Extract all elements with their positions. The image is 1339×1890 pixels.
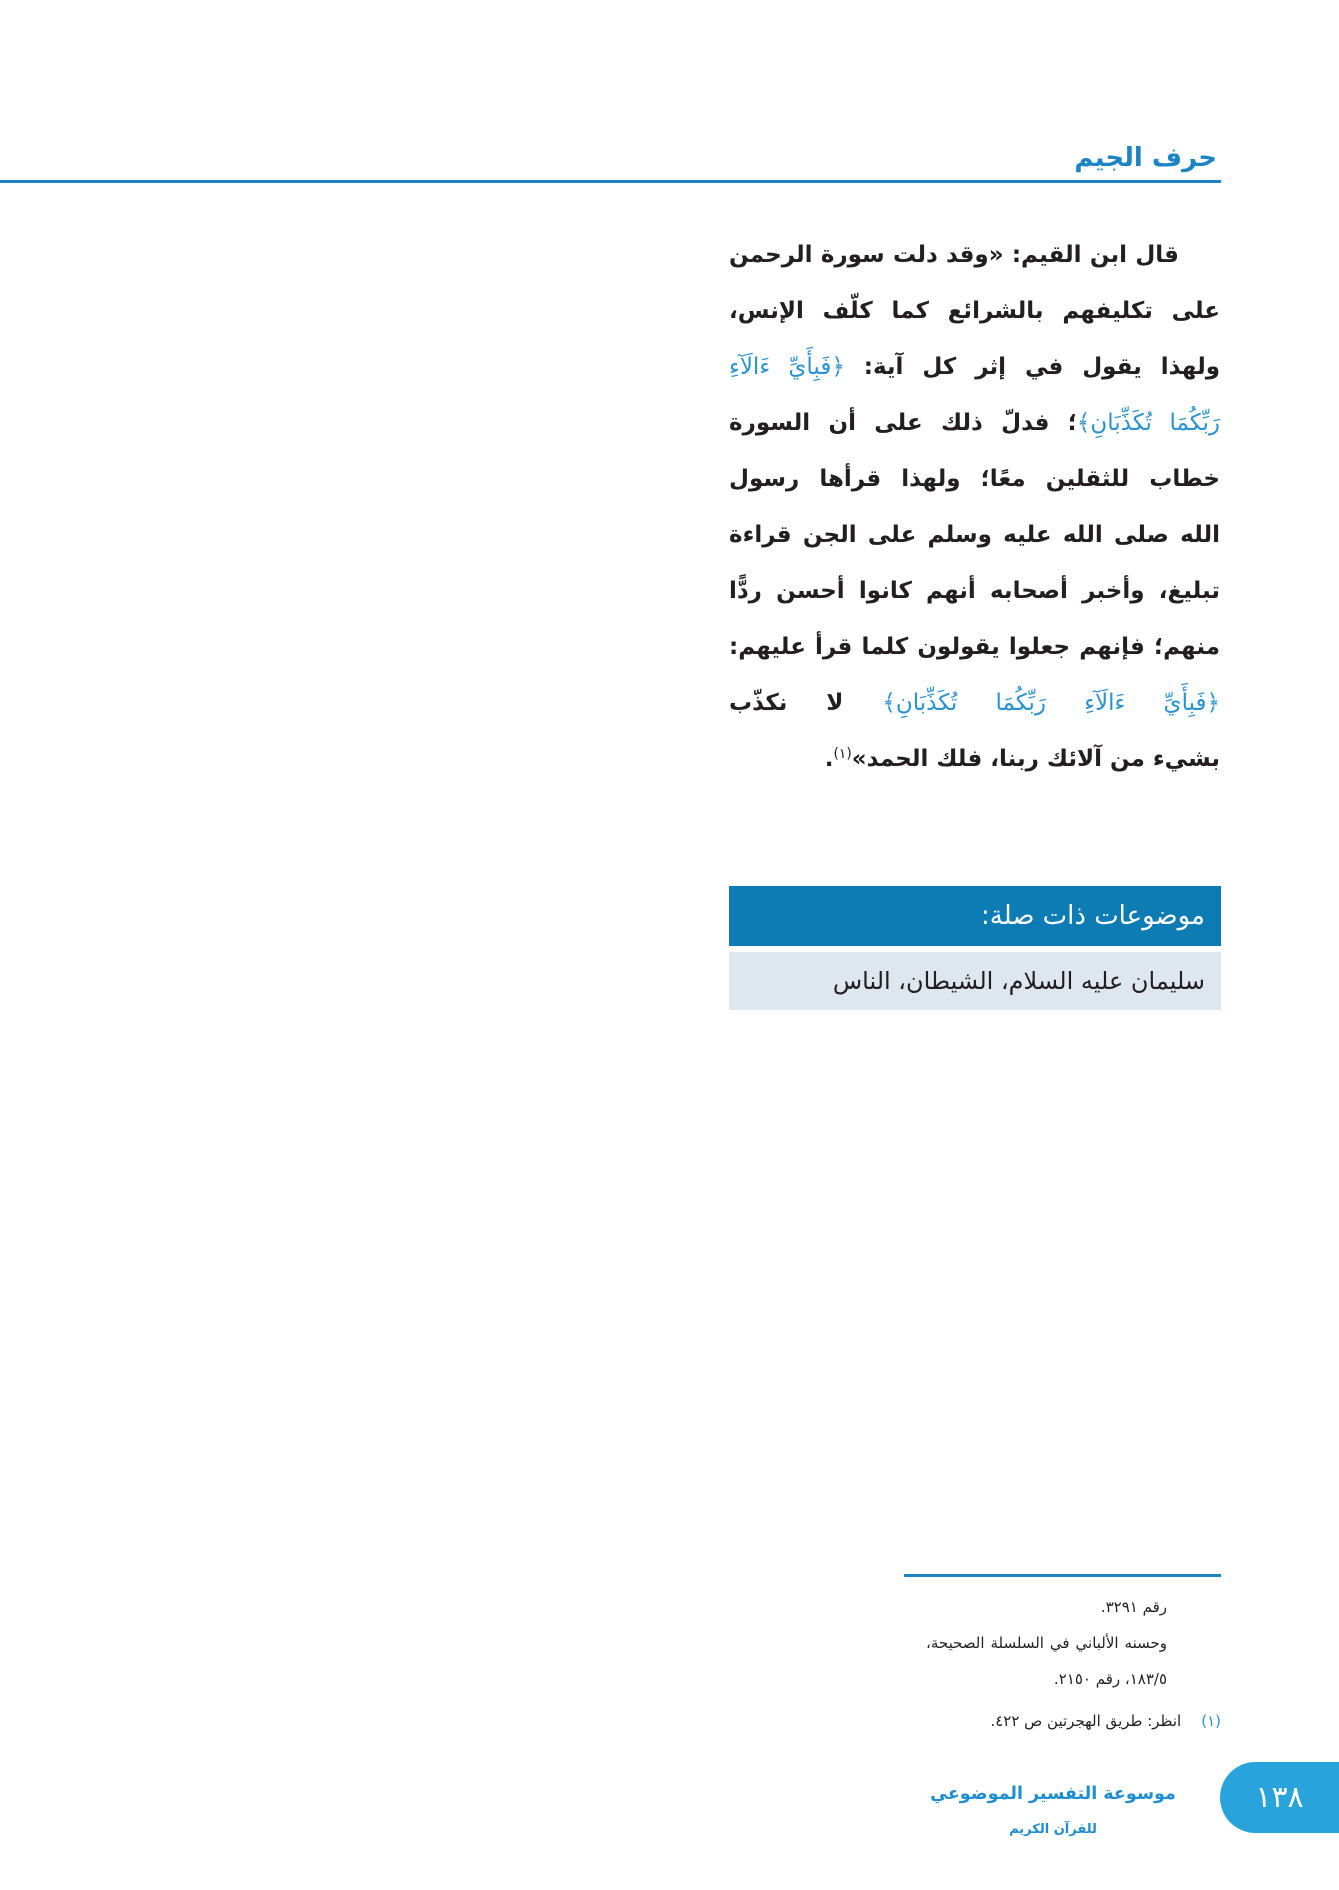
logo-title: موسوعة التفسير الموضوعي [930,1784,1176,1804]
text-run: . [824,746,834,772]
related-topics-list: سليمان عليه السلام، الشيطان، الناس [729,952,1221,1010]
quran-verse: ﴿فَبِأَيِّ ءَالَآءِ [729,354,845,380]
encyclopedia-logo [928,1772,1178,1840]
text-line [729,227,1220,283]
text-line [729,339,1220,395]
text-line [729,283,1220,339]
text-run: بشيء من آلائك ربنا، فلك الحمد» [851,746,1220,772]
logo-subtitle: للقرآن الكريم [1009,1822,1097,1837]
page-number: ١٣٨ [1255,1780,1304,1815]
text-run: لا نكذّب [729,690,883,716]
text-line [729,395,1220,451]
footnote [850,1703,1221,1739]
footnote-rule [904,1574,1221,1577]
related-topics-heading: موضوعات ذات صلة: [729,886,1221,946]
text-run: تبليغ، وأخبر أصحابه أنهم كانوا أحسن ردًّا [729,578,1220,604]
header-rule [0,180,1221,183]
text-line [729,731,1220,787]
text-run: على تكليفهم بالشرائع كما كلّف الإنس، [729,298,1220,324]
footnote-marker: (١) [1201,1712,1221,1730]
text-line [729,507,1220,563]
main-text [729,227,1220,787]
footnote-ref: (١) [833,745,852,762]
footnote-continued-line: رقم ٣٢٩١. [1100,1598,1167,1616]
text-line [729,675,1220,731]
text-line [729,563,1220,619]
text-run: منهم؛ فإنهم جعلوا يقولون كلما قرأ عليهم: [729,634,1220,660]
text-run: الله صلى الله عليه وسلم على الجن قراءة [729,522,1220,548]
text-run: ولهذا يقول في إثر كل آية: [844,354,1221,380]
chapter-title: حرف الجيم [1074,143,1217,173]
text-line [729,451,1220,507]
quran-verse: ﴿فَبِأَيِّ ءَالَآءِ رَبِّكُمَا تُكَذِّبَانِ﴾ [882,690,1220,716]
page-number-tab [1220,1762,1339,1833]
text-run: خطاب للثقلين معًا؛ ولهذا قرأها رسول [729,466,1220,492]
text-line [729,619,1220,675]
quran-verse: رَبِّكُمَا تُكَذِّبَانِ﴾ [1076,410,1220,436]
text-run: قال ابن القيم: «وقد دلت سورة الرحمن [729,242,1179,268]
footnote-continued-line: وحسنه الألباني في السلسلة الصحيحة، [926,1634,1167,1652]
footnote-text: انظر: طريق الهجرتين ص ٤٢٢. [990,1712,1182,1730]
footnote-continued-line: ١٨٣/٥، رقم ٢١٥٠. [1053,1670,1167,1688]
text-run: ؛ فدلّ ذلك على أن السورة [729,410,1077,436]
